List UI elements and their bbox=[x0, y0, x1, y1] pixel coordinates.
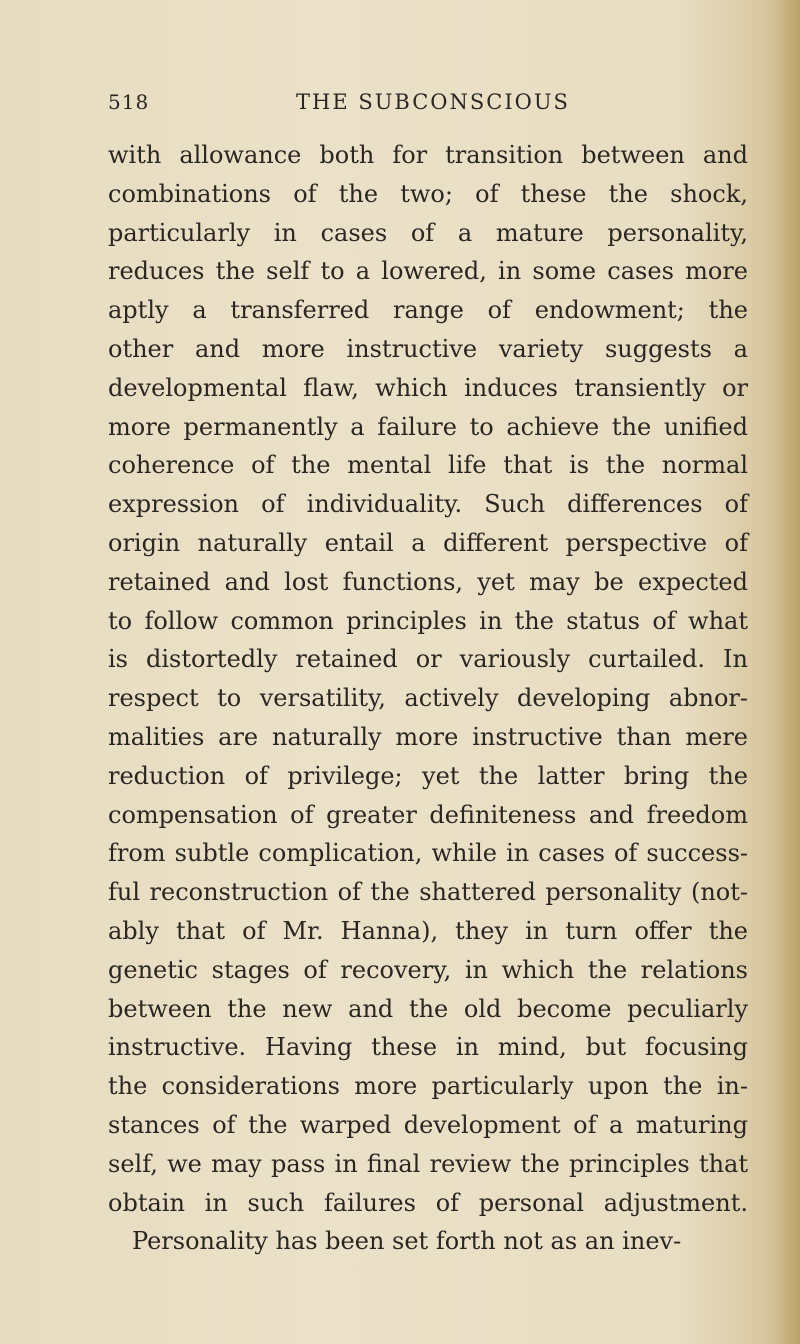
text-line: developmental flaw, which induces transiently or bbox=[108, 373, 748, 402]
text-line: more permanently a failure to achieve the unified bbox=[108, 412, 748, 441]
text-line: aptly a transferred range of endowment; the bbox=[108, 296, 748, 325]
text-line: coherence of the mental life that is the normal bbox=[108, 451, 748, 480]
page-edge-shadow bbox=[774, 0, 800, 1344]
text-line: is distortedly retained or variously curtailed. In bbox=[108, 645, 748, 674]
text-line: instructive. Having these in mind, but focusing bbox=[108, 1033, 748, 1062]
text-line: other and more instructive variety suggests a bbox=[108, 334, 748, 363]
text-line: expression of individuality. Such differences of bbox=[108, 490, 748, 519]
page-number: 518 bbox=[108, 90, 150, 114]
text-line: self, we may pass in final review the principles that bbox=[108, 1149, 748, 1178]
text-line: from subtle complication, while in cases of success- bbox=[108, 839, 748, 868]
text-line: particularly in cases of a mature personality, bbox=[108, 218, 748, 247]
body-text bbox=[108, 136, 748, 1261]
text-line: Personality has been set forth not as an inev- bbox=[132, 1227, 682, 1256]
text-line: ably that of Mr. Hanna), they in turn offer the bbox=[108, 916, 748, 945]
text-line: the considerations more particularly upon the in- bbox=[108, 1072, 748, 1101]
text-line: origin naturally entail a different perspective of bbox=[108, 528, 748, 557]
text-line: with allowance both for transition between and bbox=[108, 141, 748, 169]
text-line: retained and lost functions, yet may be expected bbox=[108, 567, 748, 596]
text-line: reduction of privilege; yet the latter bring the bbox=[108, 761, 748, 790]
text-line: reduces the self to a lowered, in some cases more bbox=[108, 257, 748, 286]
text-line: malities are naturally more instructive than mere bbox=[108, 722, 748, 751]
running-head bbox=[108, 90, 728, 122]
text-line: ful reconstruction of the shattered personality (not- bbox=[108, 878, 748, 907]
running-title: THE SUBCONSCIOUS bbox=[296, 90, 570, 114]
text-line: between the new and the old become peculiarly bbox=[108, 994, 748, 1023]
text-line: obtain in such failures of personal adjustment. bbox=[108, 1188, 748, 1217]
text-line: compensation of greater definiteness and freedom bbox=[108, 800, 748, 829]
text-line: to follow common principles in the status of what bbox=[108, 606, 748, 635]
text-line: genetic stages of recovery, in which the relations bbox=[108, 955, 748, 984]
text-line: respect to versatility, actively developing abnor- bbox=[108, 684, 748, 713]
text-line: combinations of the two; of these the shock, bbox=[108, 179, 748, 208]
text-line: stances of the warped development of a maturing bbox=[108, 1110, 748, 1139]
